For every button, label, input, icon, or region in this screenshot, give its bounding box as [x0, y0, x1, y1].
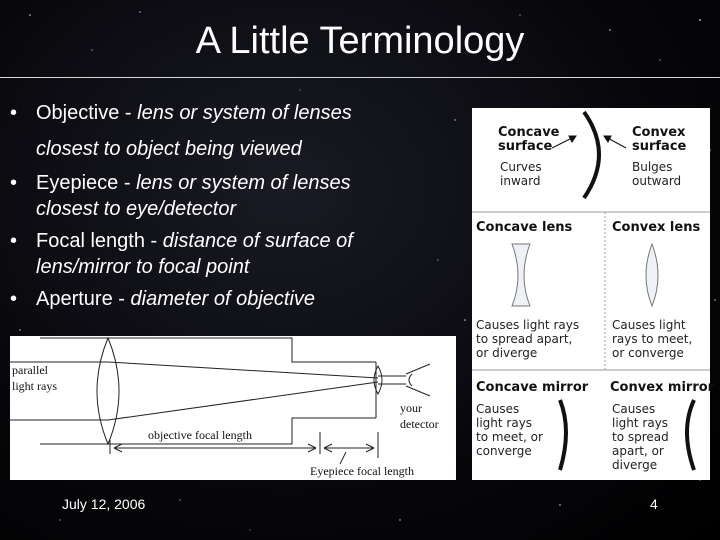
bullet-definition: distance of surface of [162, 230, 353, 252]
bullet-definition: lens or system of lenses [136, 172, 351, 194]
bullet-glyph: • [10, 102, 18, 124]
concave-lens-icon [512, 244, 530, 306]
parallel-label: parallel [12, 363, 48, 377]
lens-mirror-panel [472, 108, 715, 480]
bullet-objective [10, 100, 352, 126]
your-label: your [400, 401, 422, 415]
convex-mirror-icon [687, 400, 694, 470]
convex-mirror-desc: Causes light rays to spread apart, or diverge [612, 402, 669, 472]
bullet-definition: diameter of objective [130, 288, 316, 310]
title-divider [0, 77, 720, 78]
concave-lens-desc: Causes light rays to spread apart, or diverge [476, 318, 580, 360]
bullet-glyph: • [10, 288, 18, 310]
bullet-definition: lens or system of lenses [137, 102, 352, 124]
bullet-aperture [10, 286, 315, 312]
bullet-glyph: • [10, 172, 18, 194]
light-rays-label: light rays [12, 379, 57, 393]
bullet-separator: - [112, 288, 131, 310]
convex-mirror-title: Convex mirror [610, 380, 715, 395]
bullet-term: Eyepiece [36, 172, 119, 194]
telescope-diagram [10, 336, 456, 480]
convex-surface-title: Convex surface [632, 125, 687, 154]
convex-lens-desc: Causes light rays to meet, or converge [612, 318, 693, 360]
bullet-definition-line-2: closest to eye/detector [36, 198, 237, 220]
convex-lens-title: Convex lens [612, 220, 701, 235]
footer-date: July 12, 2006 [62, 496, 146, 512]
slide-number: 4 [650, 496, 658, 512]
concave-lens-title: Concave lens [476, 220, 573, 235]
bullet-separator: - [118, 172, 137, 194]
bullet-definition: closest to object being viewed [36, 138, 302, 160]
bullet-glyph: • [10, 230, 18, 252]
detector-label: detector [400, 417, 439, 431]
telescope-drawing [10, 336, 456, 480]
concave-surface-desc: Curves inward [500, 160, 542, 188]
bullet-objective-continuation [36, 136, 302, 162]
convex-lens-icon [646, 244, 658, 306]
bullet-term: Focal length [36, 230, 145, 252]
objective-focal-length-label: objective focal length [148, 428, 252, 442]
concave-surface-title: Concave surface [498, 125, 560, 154]
eyepiece-focal-length-label: Eyepiece focal length [310, 464, 414, 478]
convex-surface-desc: Bulges outward [632, 160, 682, 188]
curved-surface-icon [584, 112, 599, 198]
bullet-term: Aperture [36, 288, 113, 310]
bullet-focal-length [10, 228, 353, 280]
bullet-separator: - [144, 230, 163, 252]
bullet-definition-line-2: lens/mirror to focal point [36, 256, 250, 278]
slide-title: A Little Terminology [195, 20, 525, 62]
bullet-term: Objective [36, 102, 120, 124]
concave-mirror-title: Concave mirror [476, 380, 589, 395]
concave-mirror-desc: Causes light rays to meet, or converge [476, 402, 543, 458]
bullet-eyepiece [10, 170, 351, 222]
bullet-separator: - [119, 102, 138, 124]
concave-mirror-icon [560, 400, 566, 470]
